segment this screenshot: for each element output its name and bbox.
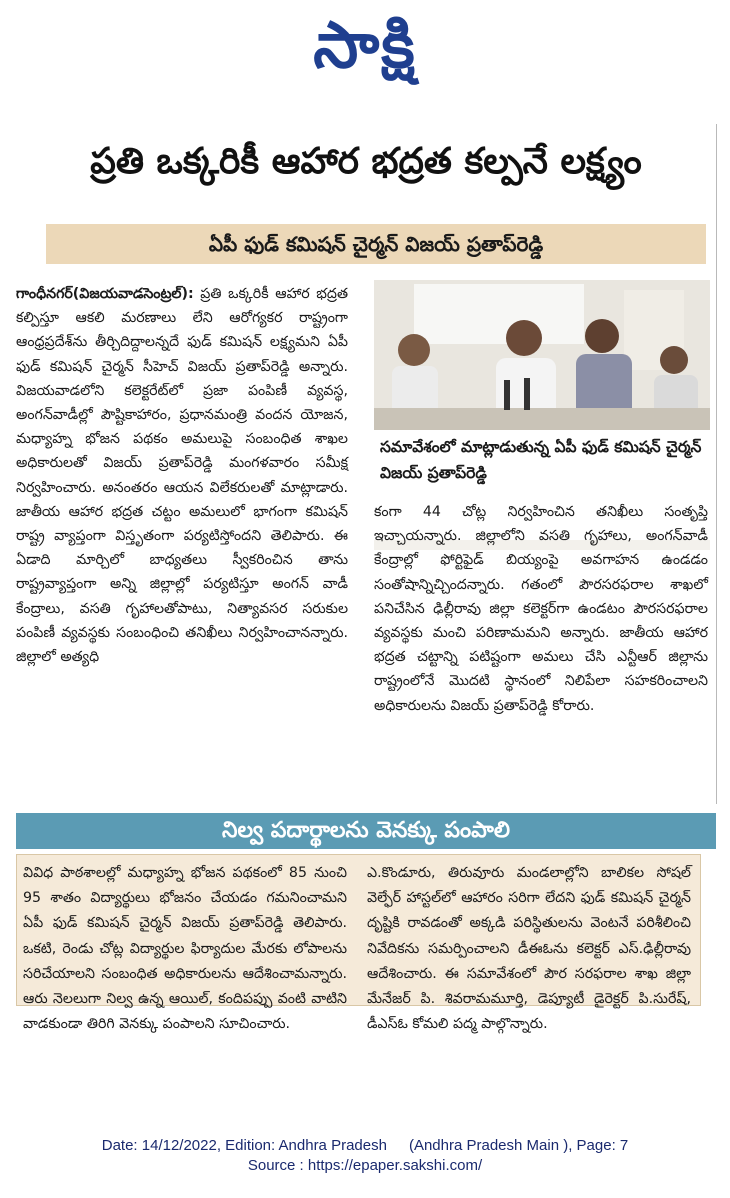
article-left-column xyxy=(16,282,348,669)
footer-date-edition: Date: 14/12/2022, Edition: Andhra Pradesh xyxy=(101,1137,387,1154)
article-right-column: కంగా 44 చోట్ల నిర్వహించిన తనిఖీలు సంతృప్తి ఇచ్చాయన్నారు. జిల్లాలోని వసతి గృహాలు, అంగన్‌వాడీ కేంద్రాల్లో ఫోర్టిఫైడ్ బియ్యంపై అవగాహన ఉండడం సంతోషాన్నిచ్చిందన్నారు. గతంలో పౌరసరఫరాల శాఖలో పనిచేసిన ఢిల్లీరావు జిల్లా కలెక్టర్‌గా ఉండటం పౌరసరఫరాల వ్యవస్థకు మంచి పరిణామమని అన్నారు. జాతీయ ఆహార భద్రత చట్టాన్ని పటిష్టంగా అమలు చేసి ఎన్టీఆర్ జిల్లాను రాష్ట్రంలోనే మొదటి స్థానంలో నిలిపేలా సహకరించాలని అధికారులను విజయ్ ప్రతాప్‌రెడ్డి కోరారు. xyxy=(374,504,708,714)
photo-caption: సమావేశంలో మాట్లాడుతున్న ఏపీ ఫుడ్ కమిషన్ చైర్మన్ విజయ్ ప్రతాప్‌రెడ్డి xyxy=(374,430,710,540)
dateline: గాంధీనగర్(విజయవాడసెంట్రల్): xyxy=(16,286,194,302)
masthead xyxy=(0,0,730,92)
section-left-column: వివిధ పాఠశాలల్లో మధ్యాహ్న భోజన పథకంలో 85 నుంచి 95 శాతం విద్యార్థులు భోజనం చేయడం గమనించామని ఏపీ ఫుడ్ కమిషన్ చైర్మన్ విజయ్ ప్రతాప్‌రెడ్డి తెలిపారు. ఒకటి, రెండు చోట్ల విద్యార్థుల ఫిర్యాదుల మేరకు లోపాలను సరిచేయాలని సంబంధిత అధికారులను ఆదేశించామన్నారు. ఆరు నెలలుగా నిల్వ ఉన్న ఆయిల్, కందిపప్పు వంటి వాటిని వాడకుండా తిరిగి వెనక్కు పంపాలని సూచించారు. xyxy=(23,865,347,1033)
headline: ప్రతి ఒక్కరికీ ఆహార భద్రత కల్పనే లక్ష్యం xyxy=(90,141,642,182)
footer-source[interactable]: Source : https://epaper.sakshi.com/ xyxy=(247,1157,483,1174)
footer-date-line xyxy=(0,1136,730,1156)
footer xyxy=(0,1136,730,1176)
section-box xyxy=(16,854,701,1033)
article-left-text: ప్రతి ఒక్కరికీ ఆహార భద్రత కల్పిస్తూ ఆకలి మరణాలు లేని ఆరోగ్యకర రాష్ట్రంగా ఆంధ్రప్రదేశ్‌ను తీర్చిదిద్దాలన్నదే ఫుడ్ కమిషన్ లక్ష్యమని ఏపీ ఫుడ్ కమిషన్ చైర్మన్ సీహెచ్ విజయ్ ప్రతాప్‌రెడ్డి అన్నారు. విజయవాడలోని కలెక్టరేట్‌లో ప్రజా పంపిణీ వ్యవస్థ, అంగన్‌వాడీల్లో పౌష్టికాహారం, ప్రధానమంత్రి వందన యోజన, మధ్యాహ్న భోజన పథకం అమలుపై సంబంధిత శాఖల అధికారులతో విజయ్ ప్రతాప్‌రెడ్డి మంగళవారం సమీక్ష నిర్వహించారు. అనంతరం ఆయన విలేకరులతో మాట్లాడారు. జాతీయ ఆహార భద్రత చట్టం అమలులో భాగంగా కమిషన్ రాష్ట్ర వ్యాప్తంగా విస్తృతంగా పర్యటిస్తోందని తెలిపారు. ఈ ఏడాది మార్చిలో బాధ్యతలు స్వీకరించిన తాను రాష్ట్రవ్యాప్తంగా అన్ని జిల్లాల్లో పర్యటిస్తూ అంగన్ వాడీ కేంద్రాలు, వసతి గృహాలతోపాటు, నిత్యావసర సరుకుల పంపిణీ వ్యవస్థకు సంబంధించి తనిఖీలు నిర్వహించానన్నారు. జిల్లాలో అత్యధి xyxy=(16,286,348,666)
article xyxy=(16,124,717,804)
section-right-column: ఎ.కొండూరు, తిరువూరు మండలాల్లోని బాలికల సోషల్ వెల్ఫేర్ హాస్టల్‌లో ఆహారం సరిగా లేదని ఫుడ్ కమిషన్ చైర్మన్ దృష్టికి రావడంతో అక్కడి పరిస్థితులను వెంటనే పరిశీలించి నివేదికను సమర్పించాలని డీఈఓను కలెక్టర్ ఎస్.ఢిల్లీరావు ఆదేశించారు. ఈ సమావేశంలో పౌర సరఫరాల శాఖ జిల్లా మేనేజర్ పి. శివరామమూర్తి, డెప్యూటీ డైరెక్టర్ పి.సురేష్, డీఎస్ఓ కోమలి పద్మ పాల్గొన్నారు. xyxy=(367,865,691,1033)
section-title-bar: నిల్వ పదార్థాలను వెనక్కు పంపాలి xyxy=(16,813,716,849)
footer-edition-page: (Andhra Pradesh Main ), Page: 7 xyxy=(408,1137,629,1154)
sakshi-logo[interactable]: సాక్షి xyxy=(313,9,417,83)
subhead: ఏపీ ఫుడ్ కమిషన్ చైర్మన్ విజయ్ ప్రతాప్‌రెడ్డి xyxy=(46,224,706,264)
